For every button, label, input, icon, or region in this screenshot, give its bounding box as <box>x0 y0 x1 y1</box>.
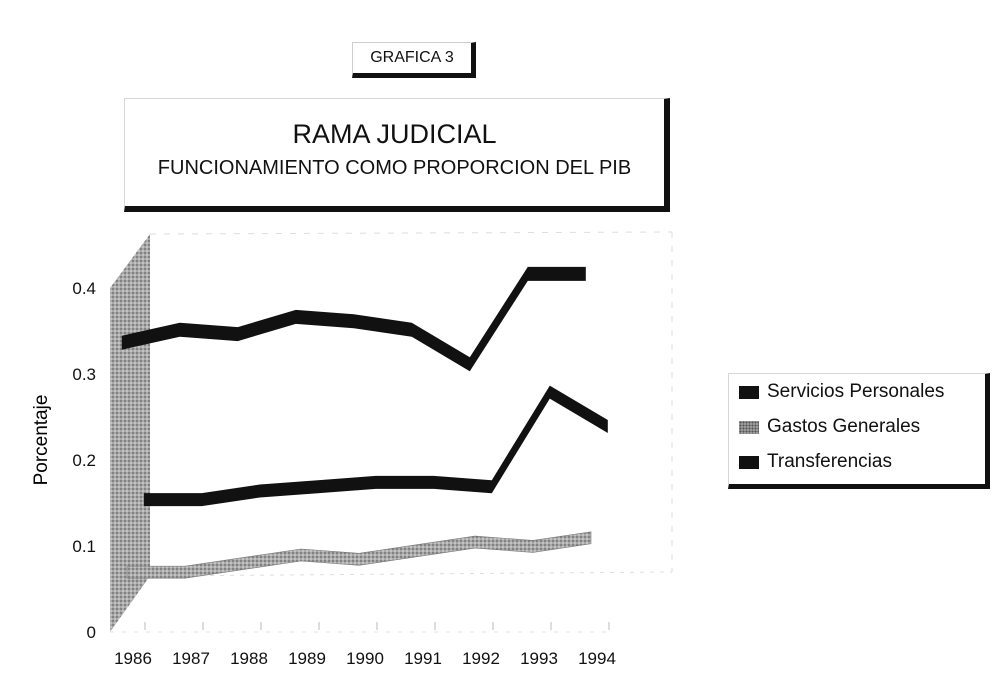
legend-label: Transferencias <box>767 451 892 472</box>
x-tick-label: 1992 <box>462 649 500 668</box>
x-tick-label: 1988 <box>230 649 268 668</box>
y-tick-label: 0.1 <box>72 537 96 556</box>
series-ribbon-gastos-generales <box>127 532 591 578</box>
x-tick-label: 1991 <box>404 649 442 668</box>
legend-label: Gastos Generales <box>767 416 921 437</box>
y-tick-label: 0.4 <box>72 279 96 298</box>
legend-swatch <box>739 456 759 469</box>
x-tick-label: 1987 <box>172 649 210 668</box>
legend-item-gastos-generales <box>739 414 920 440</box>
y-axis-title: Porcentaje <box>31 394 52 486</box>
series-ribbon-transferencias <box>144 386 608 507</box>
legend-label: Servicios Personales <box>767 381 945 402</box>
legend <box>728 373 990 489</box>
chart-label: GRAFICA 3 <box>370 49 454 66</box>
x-tick-label: 1986 <box>114 649 152 668</box>
y-tick-label: 0.3 <box>72 365 96 384</box>
x-tick-label: 1994 <box>578 649 616 668</box>
x-tick-label: 1989 <box>288 649 326 668</box>
x-tick-label: 1990 <box>346 649 384 668</box>
x-tick-label: 1993 <box>520 649 558 668</box>
legend-swatch <box>739 421 759 434</box>
chart-title: RAMA JUDICIAL <box>292 119 497 149</box>
chart-subtitle: FUNCIONAMIENTO COMO PROPORCION DEL PIB <box>157 157 632 179</box>
y-tick-label: 0 <box>86 623 96 642</box>
legend-item-transferencias <box>739 449 892 475</box>
legend-item-servicios-personales <box>739 379 944 405</box>
series-ribbon-servicios-personales <box>122 267 586 371</box>
y-tick-label: 0.2 <box>72 451 96 470</box>
legend-swatch <box>739 386 759 399</box>
